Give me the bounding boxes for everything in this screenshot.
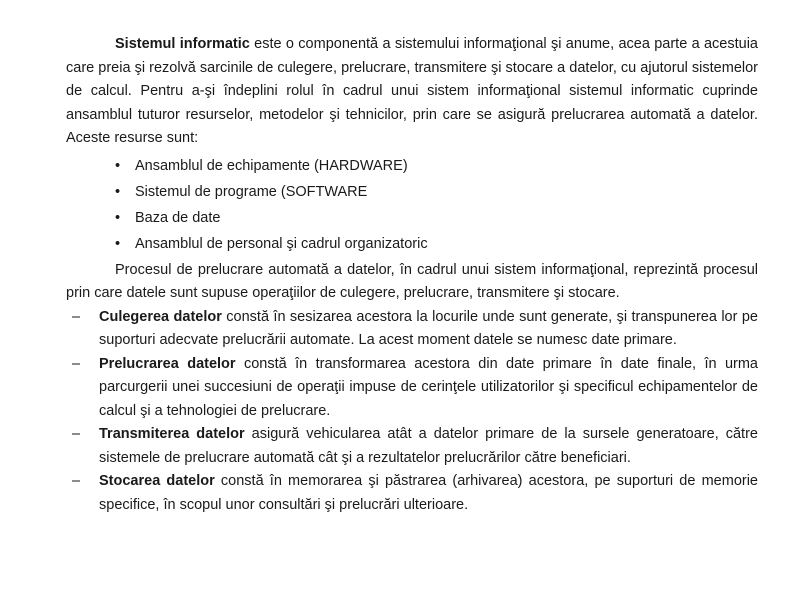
operations-list <box>66 306 758 518</box>
operation-term: Transmiterea datelor <box>99 426 245 442</box>
process-paragraph: Procesul de prelucrare automată a datelor, în cadrul unui sistem informaţional, reprezintă procesul prin care datele sunt supuse operaţiilor de culegere, prelucrare, transmitere şi stocare. <box>66 261 758 301</box>
bullet-icon: • <box>115 157 121 174</box>
list-item <box>66 353 758 424</box>
operation-term: Culegerea datelor <box>99 308 222 325</box>
list-item <box>66 205 758 231</box>
operation-text: constă în sesizarea acestora la locurile unde sunt generate, şi transpunerea lor pe suporturi adecvate prelucrării automate. La acest moment datele se numesc date primare. <box>99 308 758 348</box>
bullet-icon: • <box>115 209 121 226</box>
dash-icon: – <box>72 355 81 372</box>
dash-icon: – <box>72 473 81 489</box>
intro-paragraph <box>66 33 758 151</box>
operation-text: asigură vehicularea atât a datelor primare de la sursele generatoare, către sistemele de prelucrare automată cât şi a rezultatelor prelucrărilor către beneficiari. <box>99 426 758 466</box>
operation-text: constă în memorarea şi păstrarea (arhivarea) acestora, pe suporturi de memorie specifice, în scopul unor consultări şi prelucrări ulterioare. <box>99 473 758 513</box>
resource-label: Ansamblul de personal şi cadrul organizatoric <box>135 235 428 252</box>
operation-term: Stocarea datelor <box>99 473 215 489</box>
list-item <box>66 179 758 205</box>
dash-icon: – <box>72 308 81 325</box>
operation-term: Prelucrarea datelor <box>99 355 236 372</box>
dash-icon: – <box>72 426 81 442</box>
resource-label: Sistemul de programe (SOFTWARE <box>135 183 368 200</box>
list-item <box>66 231 758 257</box>
list-item <box>66 306 758 353</box>
intro-term: Sistemul informatic <box>115 36 250 52</box>
document-page <box>66 33 758 517</box>
bullet-icon: • <box>115 183 121 200</box>
list-item <box>66 423 758 470</box>
list-item <box>66 470 758 517</box>
operation-text: constă în transformarea acestora din date primare în date finale, în urma parcurgerii unei succesiuni de operaţii impuse de cerinţele utilizatorilor şi specificul echipamentelor de calcul şi a tehnologiei de prelucrare. <box>99 355 758 419</box>
list-item <box>66 153 758 179</box>
intro-text: este o componentă a sistemului informaţional şi anume, acea parte a acestuia care preia şi rezolvă sarcinile de culegere, prelucrare, transmitere şi stocare a datelor, cu ajutorul sistemelor de calcul. Pentru a-şi îndeplini rolul în cadrul unui sistem informaţional sistemul informatic cuprinde ansamblul tuturor resurselor, metodelor şi tehnicilor, prin care se asigură prelucrarea automată a datelor. Aceste resurse sunt: <box>66 36 758 146</box>
resources-list <box>66 153 758 257</box>
bullet-icon: • <box>115 235 121 252</box>
resource-label: Baza de date <box>135 209 221 226</box>
resource-label: Ansamblul de echipamente (HARDWARE) <box>135 157 408 174</box>
